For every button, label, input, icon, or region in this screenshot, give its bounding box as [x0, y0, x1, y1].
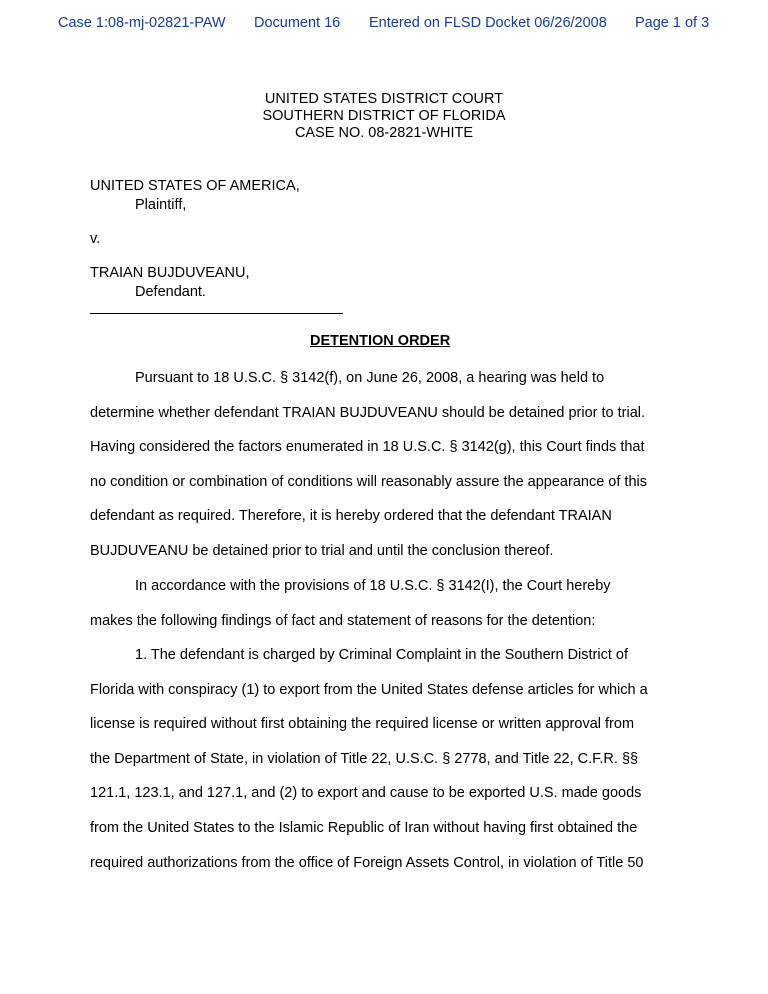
- versus: v.: [90, 231, 101, 247]
- paragraph-line: license is required without first obtaining the required license or written approval from: [90, 716, 635, 733]
- plaintiff-role: Plaintiff,: [135, 197, 187, 213]
- case-number-heading: CASE NO. 08-2821-WHITE: [294, 125, 474, 141]
- paragraph-line: determine whether defendant TRAIAN BUJDUVEANU should be detained prior to trial.: [90, 404, 646, 421]
- paragraph-line: no condition or combination of conditions will reasonably assure the appearance of this: [90, 473, 647, 490]
- document-title: DETENTION ORDER: [310, 333, 451, 349]
- paragraph-line: Having considered the factors enumerated in 18 U.S.C. § 3142(g), this Court finds that: [90, 439, 645, 456]
- paragraph-line: required authorizations from the office of Foreign Assets Control, in violation of Title 50: [90, 854, 644, 871]
- defendant-block: [90, 264, 250, 302]
- document-number: Document 16: [254, 15, 341, 31]
- plaintiff-block: [90, 177, 300, 215]
- paragraph-line: Florida with conspiracy (1) to export from the United States defense articles for which a: [90, 681, 648, 698]
- paragraph-line: from the United States to the Islamic Republic of Iran without having first obtained the: [90, 819, 638, 836]
- paragraph-2: [90, 569, 680, 638]
- court-name: UNITED STATES DISTRICT COURT: [264, 91, 504, 107]
- paragraph-line: BUJDUVEANU be detained prior to trial and until the conclusion thereof.: [90, 542, 554, 559]
- caption-rule: [90, 313, 343, 314]
- defendant-name: TRAIAN BUJDUVEANU,: [90, 265, 250, 281]
- docket-entry: Entered on FLSD Docket 06/26/2008: [369, 15, 607, 31]
- plaintiff-name: UNITED STATES OF AMERICA,: [90, 178, 300, 194]
- paragraph-line: In accordance with the provisions of 18 U.S.C. § 3142(I), the Court hereby: [135, 578, 611, 594]
- page-number: Page 1 of 3: [635, 15, 710, 31]
- paragraph-line: 1. The defendant is charged by Criminal Complaint in the Southern District of: [135, 647, 628, 663]
- defendant-role: Defendant.: [135, 284, 206, 300]
- paragraph-line: the Department of State, in violation of Title 22, U.S.C. § 2778, and Title 22, C.F.R. §§: [90, 750, 639, 767]
- paragraph-line: 121.1, 123.1, and 127.1, and (2) to export and cause to be exported U.S. made goods: [90, 785, 642, 802]
- paragraph-1: [90, 361, 680, 569]
- paragraph-line: makes the following findings of fact and statement of reasons for the detention:: [90, 612, 596, 629]
- court-heading: [0, 91, 768, 142]
- paragraph-3: [90, 638, 680, 880]
- case-number: Case 1:08-mj-02821-PAW: [58, 15, 226, 31]
- paragraph-line: Pursuant to 18 U.S.C. § 3142(f), on June 26, 2008, a hearing was held to: [135, 370, 605, 386]
- docket-header: [58, 15, 718, 37]
- paragraph-line: defendant as required. Therefore, it is hereby ordered that the defendant TRAIAN: [90, 508, 612, 525]
- court-district: SOUTHERN DISTRICT OF FLORIDA: [262, 108, 506, 124]
